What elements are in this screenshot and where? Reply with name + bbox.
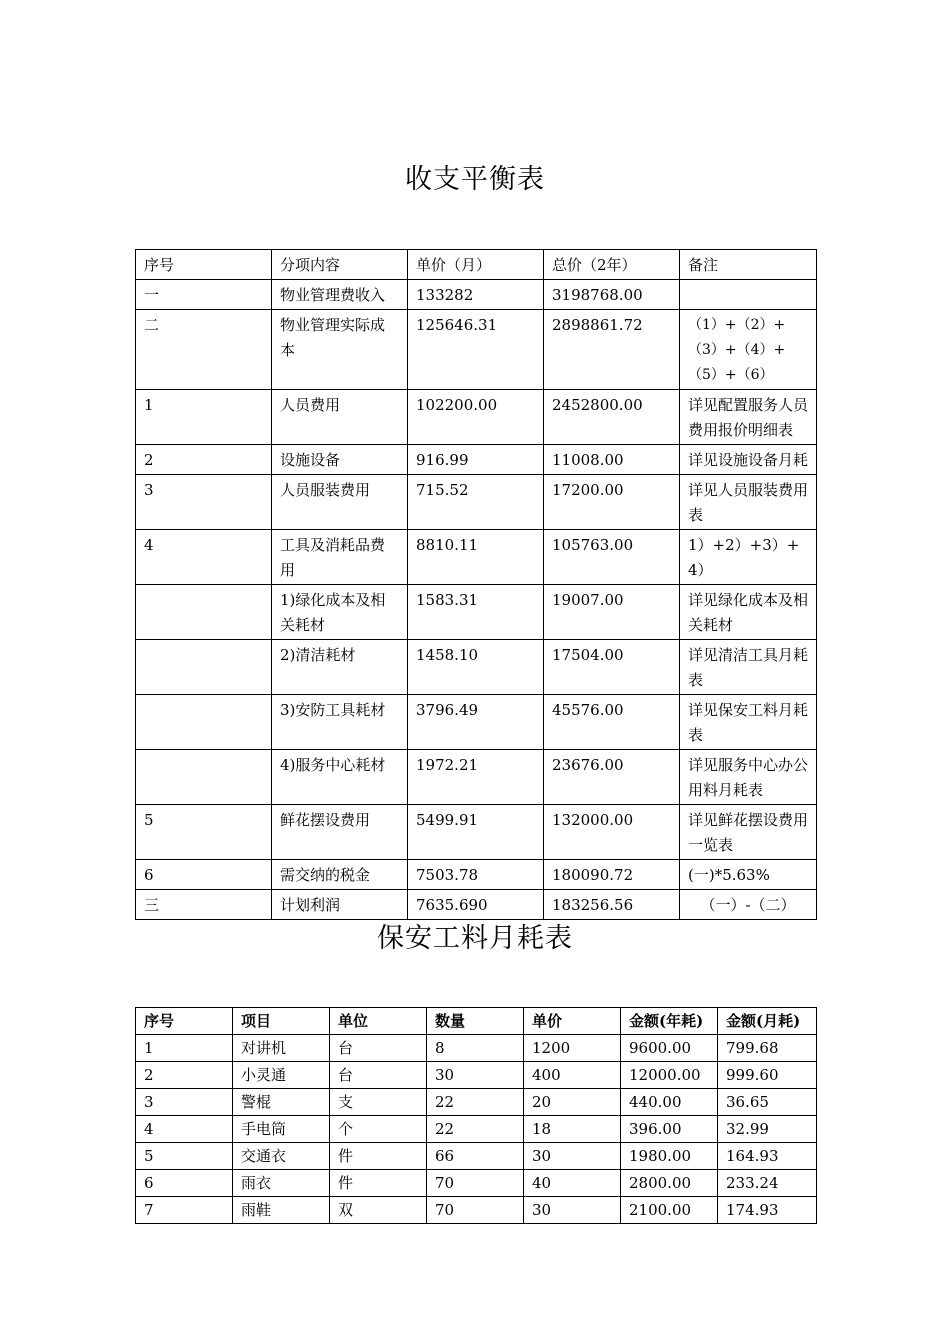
table-cell: 1583.31	[408, 585, 544, 640]
header-cell: 金额(月耗)	[718, 1008, 817, 1035]
header-cell: 备注	[680, 250, 817, 280]
table-row	[136, 1035, 817, 1062]
table-cell: 19007.00	[544, 585, 680, 640]
table-row	[136, 530, 817, 585]
table-cell: 4	[136, 1116, 233, 1143]
table-cell: 双	[330, 1197, 427, 1224]
table-cell: 12000.00	[621, 1062, 718, 1089]
table-cell: 233.24	[718, 1170, 817, 1197]
table-row	[136, 1197, 817, 1224]
table-cell: 715.52	[408, 475, 544, 530]
table-cell: 1）+2）+3）+4）	[680, 530, 817, 585]
table-cell: 工具及消耗品费用	[272, 530, 408, 585]
table-cell: 人员费用	[272, 390, 408, 445]
header-cell: 单价（月）	[408, 250, 544, 280]
table-row	[136, 1089, 817, 1116]
page-title-balance-sheet: 收支平衡表	[405, 164, 545, 195]
table-cell: 警棍	[233, 1089, 330, 1116]
header-cell: 序号	[136, 1008, 233, 1035]
table-row	[136, 750, 817, 805]
table-cell: 三	[136, 890, 272, 920]
table-cell: 30	[427, 1062, 524, 1089]
table-cell: 1	[136, 1035, 233, 1062]
table-cell: 18	[524, 1116, 621, 1143]
table-cell: 1200	[524, 1035, 621, 1062]
table-row	[136, 280, 817, 310]
table-cell: 5499.91	[408, 805, 544, 860]
table-row	[136, 1170, 817, 1197]
table-cell: 3796.49	[408, 695, 544, 750]
table-cell: 1)绿化成本及相关耗材	[272, 585, 408, 640]
table-cell: 8	[427, 1035, 524, 1062]
table-cell: 详见服务中心办公用料月耗表	[680, 750, 817, 805]
table-cell: 手电筒	[233, 1116, 330, 1143]
table-cell: 70	[427, 1170, 524, 1197]
table-cell: 二	[136, 310, 272, 390]
table-cell: 183256.56	[544, 890, 680, 920]
table-cell: 雨鞋	[233, 1197, 330, 1224]
table-cell: 133282	[408, 280, 544, 310]
table-cell	[136, 695, 272, 750]
table-cell: 132000.00	[544, 805, 680, 860]
table-cell: 详见鲜花摆设费用一览表	[680, 805, 817, 860]
table-cell: 23676.00	[544, 750, 680, 805]
table-row	[136, 475, 817, 530]
table-cell: 1	[136, 390, 272, 445]
table-cell: 66	[427, 1143, 524, 1170]
table-cell: 8810.11	[408, 530, 544, 585]
table-cell: 3)安防工具耗材	[272, 695, 408, 750]
table-cell: 交通衣	[233, 1143, 330, 1170]
table-row	[136, 1143, 817, 1170]
table-cell: 4)服务中心耗材	[272, 750, 408, 805]
table-cell: 人员服装费用	[272, 475, 408, 530]
table-cell: 物业管理费收入	[272, 280, 408, 310]
table-cell: 4	[136, 530, 272, 585]
table-cell: 30	[524, 1197, 621, 1224]
table-cell: 详见清洁工具月耗表	[680, 640, 817, 695]
table-cell: 小灵通	[233, 1062, 330, 1089]
table-row	[136, 890, 817, 920]
table-cell: 9600.00	[621, 1035, 718, 1062]
header-cell: 金额(年耗)	[621, 1008, 718, 1035]
table-cell: 个	[330, 1116, 427, 1143]
table-cell	[136, 640, 272, 695]
table-cell: 3198768.00	[544, 280, 680, 310]
table-cell: 对讲机	[233, 1035, 330, 1062]
table-cell: 180090.72	[544, 860, 680, 890]
table-cell: 440.00	[621, 1089, 718, 1116]
table-cell: 174.93	[718, 1197, 817, 1224]
table-cell: 70	[427, 1197, 524, 1224]
table-cell: 105763.00	[544, 530, 680, 585]
header-cell: 单价	[524, 1008, 621, 1035]
table-cell: 17200.00	[544, 475, 680, 530]
table-cell: （1）+（2）+（3）+（4）+（5）+（6）	[680, 310, 817, 390]
table-row	[136, 1062, 817, 1089]
table-cell: 1458.10	[408, 640, 544, 695]
table-cell: 20	[524, 1089, 621, 1116]
table-cell: 916.99	[408, 445, 544, 475]
table-row	[136, 805, 817, 860]
table-cell: 2)清洁耗材	[272, 640, 408, 695]
table-cell: 详见绿化成本及相关耗材	[680, 585, 817, 640]
table-cell: 2898861.72	[544, 310, 680, 390]
table-cell: 一	[136, 280, 272, 310]
table-cell: 详见人员服装费用表	[680, 475, 817, 530]
header-cell: 序号	[136, 250, 272, 280]
table-cell: 3	[136, 1089, 233, 1116]
table-header-row	[136, 1008, 817, 1035]
table-cell	[680, 280, 817, 310]
table-cell: 32.99	[718, 1116, 817, 1143]
header-cell: 分项内容	[272, 250, 408, 280]
table-cell: 2800.00	[621, 1170, 718, 1197]
security-supplies-table	[135, 1007, 817, 1224]
table-cell: 6	[136, 1170, 233, 1197]
table-cell: 2100.00	[621, 1197, 718, 1224]
table-cell: 2	[136, 445, 272, 475]
header-cell: 数量	[427, 1008, 524, 1035]
table-cell: 45576.00	[544, 695, 680, 750]
table-cell: 799.68	[718, 1035, 817, 1062]
table-cell: 7635.690	[408, 890, 544, 920]
table-cell: 2452800.00	[544, 390, 680, 445]
table-cell: 台	[330, 1035, 427, 1062]
table-row	[136, 640, 817, 695]
table-cell: 400	[524, 1062, 621, 1089]
table-cell: 物业管理实际成本	[272, 310, 408, 390]
table-row	[136, 390, 817, 445]
table-cell: 3	[136, 475, 272, 530]
table-cell: 22	[427, 1089, 524, 1116]
table-cell: 999.60	[718, 1062, 817, 1089]
header-cell: 单位	[330, 1008, 427, 1035]
table-cell: 7	[136, 1197, 233, 1224]
table-cell: 164.93	[718, 1143, 817, 1170]
header-cell: 项目	[233, 1008, 330, 1035]
table-cell: 2	[136, 1062, 233, 1089]
table-row	[136, 310, 817, 390]
table-row	[136, 445, 817, 475]
page-title-security-supplies: 保安工料月耗表	[377, 923, 573, 954]
table-cell: （一）-（二）	[680, 890, 817, 920]
table-cell: 5	[136, 1143, 233, 1170]
table-cell: 1972.21	[408, 750, 544, 805]
table-cell: 17504.00	[544, 640, 680, 695]
table-cell: 30	[524, 1143, 621, 1170]
table-cell: 详见保安工料月耗表	[680, 695, 817, 750]
table-cell: 7503.78	[408, 860, 544, 890]
table-cell: 支	[330, 1089, 427, 1116]
table-cell: 鲜花摆设费用	[272, 805, 408, 860]
table-cell: 设施设备	[272, 445, 408, 475]
balance-table	[135, 249, 817, 920]
table-cell: 40	[524, 1170, 621, 1197]
table-header-row	[136, 250, 817, 280]
header-cell: 总价（2年）	[544, 250, 680, 280]
table-cell: 详见配置服务人员费用报价明细表	[680, 390, 817, 445]
table-cell: 件	[330, 1170, 427, 1197]
table-cell: 详见设施设备月耗	[680, 445, 817, 475]
table-cell: 125646.31	[408, 310, 544, 390]
table-cell: 11008.00	[544, 445, 680, 475]
table-cell: 台	[330, 1062, 427, 1089]
table-cell: 需交纳的税金	[272, 860, 408, 890]
table-cell	[136, 585, 272, 640]
table-row	[136, 695, 817, 750]
table-cell: 22	[427, 1116, 524, 1143]
table-cell: 6	[136, 860, 272, 890]
table-cell: 计划利润	[272, 890, 408, 920]
table-cell: 5	[136, 805, 272, 860]
table-cell: 雨衣	[233, 1170, 330, 1197]
table-row	[136, 585, 817, 640]
table-cell: 36.65	[718, 1089, 817, 1116]
table-cell: 1980.00	[621, 1143, 718, 1170]
table-row	[136, 1116, 817, 1143]
table-cell	[136, 750, 272, 805]
table-cell: 102200.00	[408, 390, 544, 445]
table-cell: (一)*5.63%	[680, 860, 817, 890]
table-cell: 396.00	[621, 1116, 718, 1143]
table-cell: 件	[330, 1143, 427, 1170]
table-row	[136, 860, 817, 890]
